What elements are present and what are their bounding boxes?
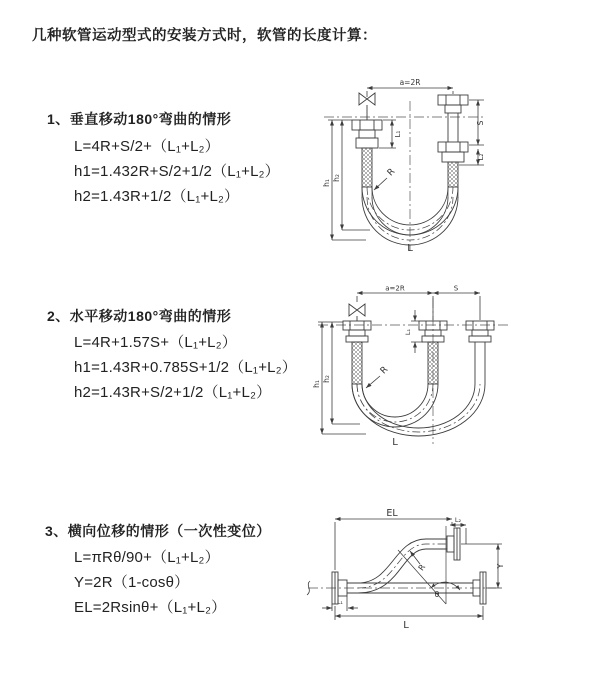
section-2-formula-h1: h1=1.43R+0.785S+1/2（L₁+L₂） <box>74 359 297 376</box>
dim-label-h2: h₂ <box>322 375 331 383</box>
diagram-lateral-displacement <box>300 504 600 646</box>
dim-label-r: R <box>416 562 428 573</box>
diagram-horizontal-180-bend <box>308 284 600 450</box>
flange-right-upper <box>447 528 460 560</box>
dimensions <box>318 293 480 434</box>
dim-label-r: R <box>385 166 398 179</box>
section-3-formula-Y: Y=2R（1-cosθ） <box>74 574 190 591</box>
dim-label-l: L <box>392 437 398 448</box>
dim-label-y: Y <box>496 563 505 569</box>
dim-label-theta: θ <box>434 590 440 599</box>
dim-label-s: S <box>476 120 485 126</box>
braided-hose-section <box>428 342 438 384</box>
dim-label-s: S <box>453 284 459 293</box>
dim-label-l1: L₁ <box>404 328 412 336</box>
dim-label-span: a=2R <box>399 78 421 87</box>
dim-label-span: a=2R <box>385 284 405 293</box>
section-1-formula-h1: h1=1.432R+S/2+1/2（L₁+L₂） <box>74 163 280 180</box>
page-title: 几种软管运动型式的安装方式时，软管的长度计算： <box>32 28 377 44</box>
centerlines <box>324 101 484 251</box>
dimensions <box>322 519 502 620</box>
section-2-heading: 2、水平移动180°弯曲的情形 <box>47 308 232 324</box>
section-2-formula-h2: h2=1.43R+S/2+1/2（L₁+L₂） <box>74 384 272 401</box>
braided-hose-section <box>352 342 362 384</box>
section-3-formula-EL: EL=2Rsinθ+（L₁+L₂） <box>74 599 227 616</box>
angle-construction <box>398 526 460 604</box>
dim-label-el: EL <box>386 508 398 519</box>
dim-label-h1: h₁ <box>312 380 321 388</box>
valve-icon <box>349 304 365 316</box>
braided-hose-section <box>448 162 458 187</box>
hose-displaced-curve <box>358 539 447 593</box>
pipe-right-moved <box>466 321 494 384</box>
diagram-vertical-180-bend <box>312 75 592 253</box>
dim-label-h2: h₂ <box>332 174 341 182</box>
dim-label-l2: L₂ <box>454 516 462 524</box>
dim-label-h1: h₁ <box>322 179 331 187</box>
dim-label-l: L <box>403 620 409 631</box>
section-1-heading: 1、垂直移动180°弯曲的情形 <box>47 111 232 127</box>
braided-hose-section <box>362 148 372 187</box>
pipe-left <box>352 93 382 187</box>
dim-label-l: L <box>407 243 413 253</box>
centerlines <box>318 298 508 444</box>
section-1-formula-h2: h2=1.43R+1/2（L₁+L₂） <box>74 188 240 205</box>
section-1-formula-L: L=4R+S/2+（L₁+L₂） <box>74 138 220 155</box>
dim-label-l1: L₁ <box>337 599 343 606</box>
pipe-right <box>438 95 468 187</box>
section-3-heading: 3、横向位移的情形（一次性变位） <box>45 523 271 539</box>
dim-label-l1: L₁ <box>394 130 402 138</box>
section-3-formula-L: L=πRθ/90+（L₁+L₂） <box>74 549 220 566</box>
dim-label-l2: L₂ <box>477 153 485 161</box>
pipe-left <box>343 304 371 384</box>
section-2-formula-L: L=4R+1.57S+（L₁+L₂） <box>74 334 237 351</box>
dim-label-r: R <box>378 364 391 377</box>
hose-u-bends <box>352 384 485 436</box>
